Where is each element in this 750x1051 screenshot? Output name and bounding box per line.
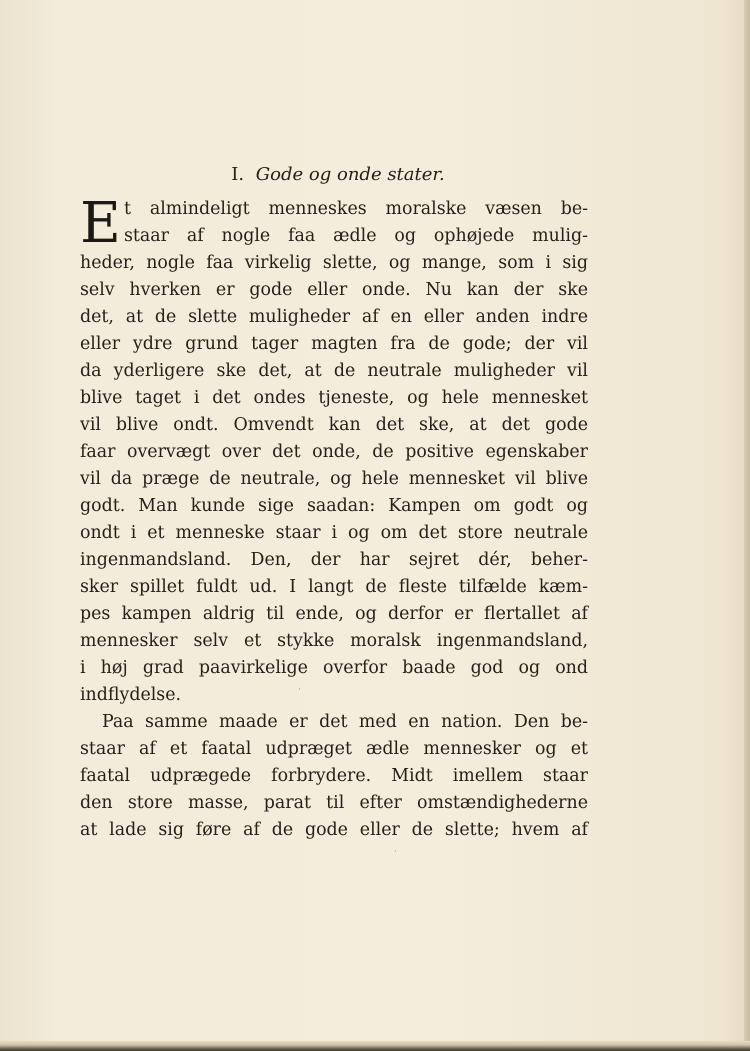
text-line: t almindeligt menneskes moralske væsen be- <box>124 199 588 219</box>
chapter-title: Gode og onde stater. <box>255 164 445 185</box>
text-line: ondt i et menneske staar i og om det store neutrale <box>80 523 588 543</box>
print-speck: · <box>298 684 301 694</box>
page-edge-bottom <box>0 1041 750 1051</box>
text-line: ingenmandsland. Den, der har sejret dér, beher- <box>80 550 588 570</box>
text-line: vil blive ondt. Omvendt kan det ske, at det gode <box>80 415 588 435</box>
paragraph-1 <box>80 191 588 709</box>
text-line: godt. Man kunde sige saadan: Kampen om godt og <box>80 496 588 516</box>
text-line: at lade sig føre af de gode eller de slette; hvem af <box>80 820 588 840</box>
text-line: mennesker selv et stykke moralsk ingenmandsland, <box>80 631 588 651</box>
text-line: faatal udprægede forbrydere. Midt imellem staar <box>80 766 588 786</box>
text-line: vil da præge de neutrale, og hele mennesket vil blive <box>80 469 588 489</box>
paragraph-2 <box>80 709 588 844</box>
text-line: eller ydre grund tager magten fra de gode; der vil <box>80 334 588 354</box>
text-line: i høj grad paavirkelige overfor baade god og ond <box>80 658 588 678</box>
text-line: sker spillet fuldt ud. I langt de fleste tilfælde kæm- <box>80 577 588 597</box>
drop-cap: E <box>80 191 121 256</box>
text-line: staar af nogle faa ædle og ophøjede mulig- <box>124 226 588 246</box>
text-line: selv hverken er gode eller onde. Nu kan der ske <box>80 280 588 300</box>
text-line: Paa samme maade er det med en nation. Den be- <box>102 712 588 732</box>
text-line: den store masse, parat til efter omstændighederne <box>80 793 588 813</box>
chapter-heading <box>88 160 588 190</box>
text-line: staar af et faatal udpræget ædle mennesker og et <box>80 739 588 759</box>
text-line: det, at de slette muligheder af en eller anden indre <box>80 307 588 327</box>
print-speck: · <box>394 846 397 856</box>
text-line: indflydelse. <box>80 685 182 705</box>
text-line: blive taget i det ondes tjeneste, og hele mennesket <box>80 388 588 408</box>
text-line: da yderligere ske det, at de neutrale muligheder vil <box>80 361 588 381</box>
chapter-number: I. <box>231 164 245 185</box>
text-block <box>80 160 588 844</box>
text-line: pes kampen aldrig til ende, og derfor er flertallet af <box>80 604 588 624</box>
text-line: faar overvægt over det onde, de positive egenskaber <box>80 442 588 462</box>
text-line: heder, nogle faa virkelig slette, og mange, som i sig <box>80 253 588 273</box>
page-edge-right <box>744 0 750 1051</box>
